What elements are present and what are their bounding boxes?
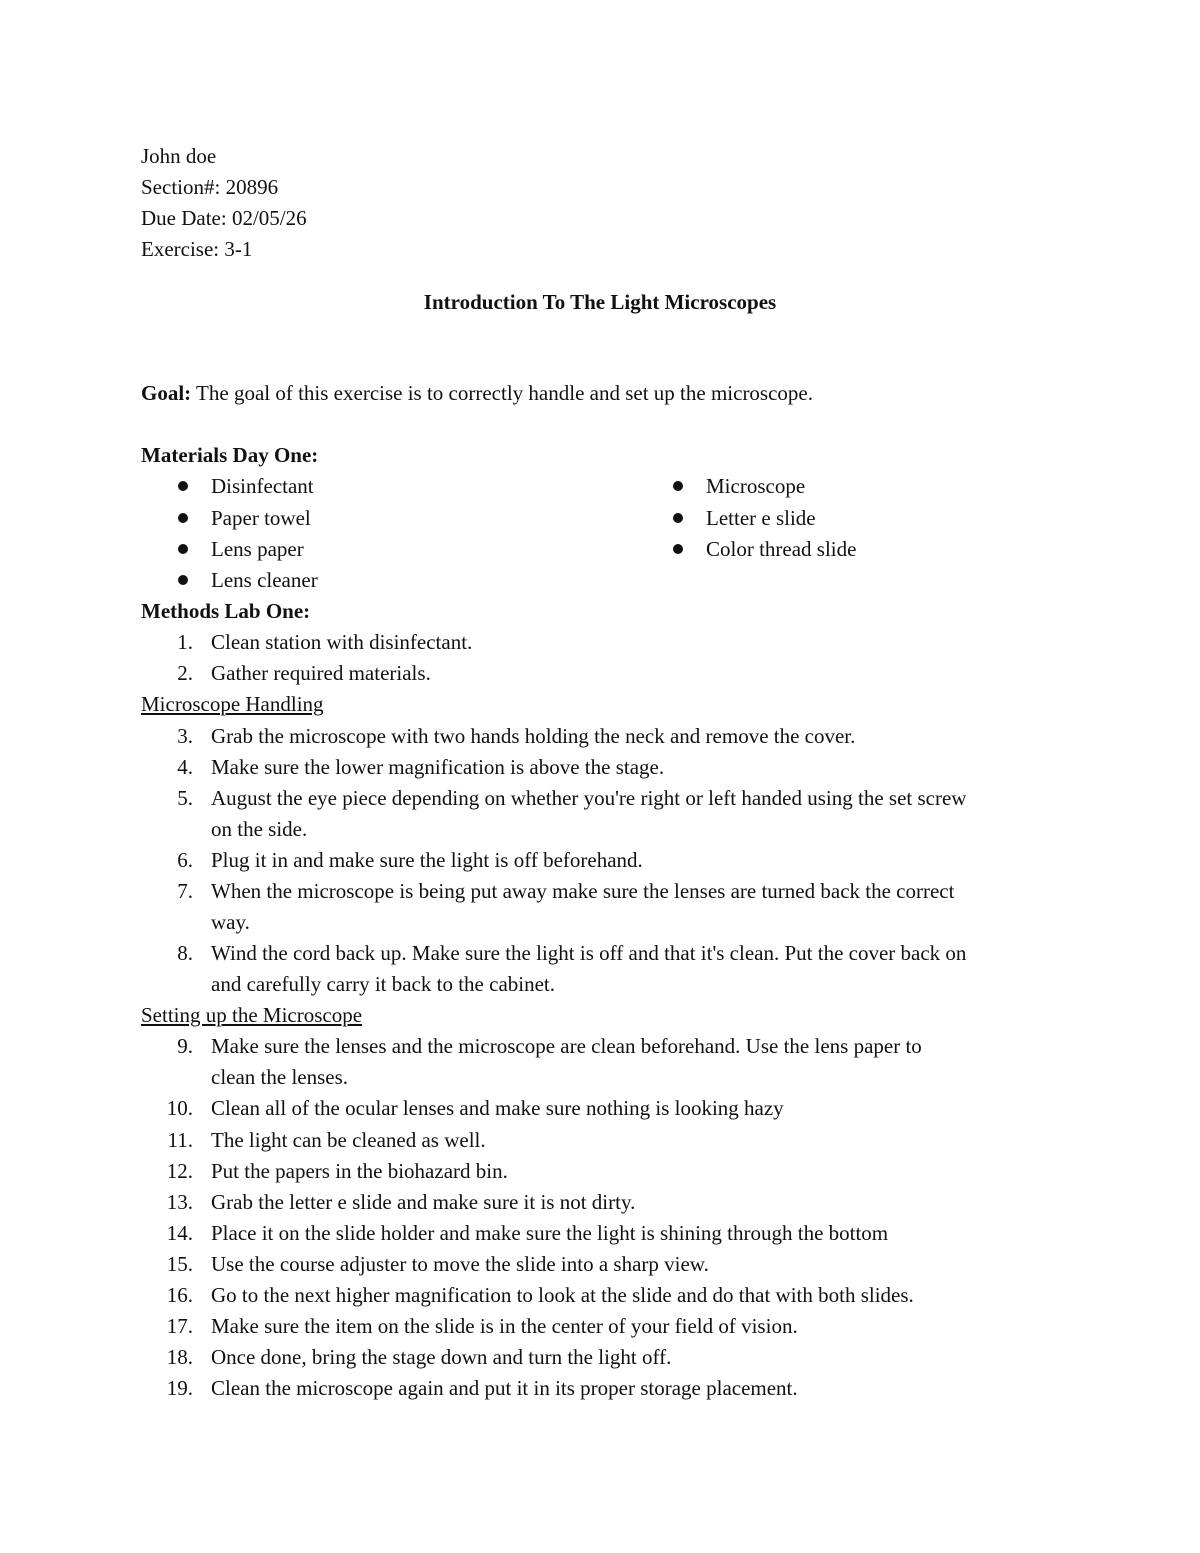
setup-subheading: Setting up the Microscope: [141, 1003, 363, 1027]
step-number: 10.: [166, 1096, 193, 1120]
step-text: Make sure the lenses and the microscope are clean beforehand. Use the lens paper to: [211, 1034, 922, 1058]
step-number: 17.: [166, 1314, 193, 1338]
step-text: Make sure the item on the slide is in the center of your field of vision.: [211, 1314, 798, 1338]
list-item: Microscope: [706, 474, 806, 498]
step-text: Clean all of the ocular lenses and make sure nothing is looking hazy: [211, 1096, 784, 1120]
list-item: Paper towel: [211, 506, 311, 530]
step-text: Grab the letter e slide and make sure it is not dirty.: [211, 1190, 636, 1214]
bullet-icon: [178, 513, 188, 523]
bullet-icon: [673, 544, 683, 554]
bullet-icon: [178, 481, 188, 491]
step-text: Plug it in and make sure the light is off beforehand.: [211, 848, 643, 872]
methods-heading: Methods Lab One:: [141, 599, 311, 623]
step-number: 12.: [166, 1159, 193, 1183]
bullet-icon: [178, 575, 188, 585]
step-text: Go to the next higher magnification to look at the slide and do that with both slides.: [211, 1283, 914, 1307]
section-number: Section#: 20896: [141, 175, 279, 199]
step-number: 4.: [177, 755, 193, 779]
step-text: The light can be cleaned as well.: [211, 1128, 486, 1152]
step-text: Grab the microscope with two hands holding the neck and remove the cover.: [211, 724, 856, 748]
bullet-icon: [673, 513, 683, 523]
list-item: Disinfectant: [211, 474, 314, 498]
list-item: Color thread slide: [706, 537, 857, 561]
step-text-continued: on the side.: [211, 817, 308, 841]
step-text: Gather required materials.: [211, 661, 431, 685]
step-text: Use the course adjuster to move the slide into a sharp view.: [211, 1252, 709, 1276]
step-text: Place it on the slide holder and make sure the light is shining through the bottom: [211, 1221, 889, 1245]
step-text-continued: clean the lenses.: [211, 1065, 349, 1089]
step-number: 11.: [167, 1128, 193, 1152]
step-number: 3.: [177, 724, 193, 748]
step-number: 6.: [177, 848, 193, 872]
step-text: Make sure the lower magnification is above the stage.: [211, 755, 665, 779]
step-text: Once done, bring the stage down and turn the light off.: [211, 1345, 672, 1369]
materials-heading: Materials Day One:: [141, 443, 319, 467]
step-text: When the microscope is being put away make sure the lenses are turned back the correct: [211, 879, 955, 903]
goal-text: The goal of this exercise is to correctly handle and set up the microscope.: [191, 381, 813, 405]
goal-label: Goal:: [141, 381, 192, 405]
step-number: 19.: [166, 1376, 193, 1400]
step-text: Put the papers in the biohazard bin.: [211, 1159, 508, 1183]
list-item: Lens cleaner: [211, 568, 318, 592]
step-number: 1.: [177, 630, 193, 654]
step-number: 13.: [166, 1190, 193, 1214]
handling-subheading: Microscope Handling: [141, 692, 324, 716]
step-number: 8.: [177, 941, 193, 965]
step-text-continued: way.: [211, 910, 250, 934]
step-number: 2.: [177, 661, 193, 685]
due-date: Due Date: 02/05/26: [141, 206, 307, 230]
step-number: 14.: [166, 1221, 193, 1245]
step-text-continued: and carefully carry it back to the cabinet.: [211, 972, 555, 996]
step-number: 7.: [177, 879, 193, 903]
step-text: August the eye piece depending on whether you're right or left handed using the set screw: [211, 786, 967, 810]
student-name: John doe: [141, 144, 217, 168]
step-number: 5.: [177, 786, 193, 810]
document-title: Introduction To The Light Microscopes: [423, 290, 777, 314]
list-item: Letter e slide: [706, 506, 816, 530]
step-number: 18.: [166, 1345, 193, 1369]
step-text: Clean the microscope again and put it in its proper storage placement.: [211, 1376, 798, 1400]
exercise-number: Exercise: 3-1: [141, 237, 253, 261]
step-number: 16.: [166, 1283, 193, 1307]
step-text: Clean station with disinfectant.: [211, 630, 473, 654]
step-number: 9.: [177, 1034, 193, 1058]
goal-paragraph: [141, 381, 813, 405]
step-number: 15.: [166, 1252, 193, 1276]
bullet-icon: [178, 544, 188, 554]
list-item: Lens paper: [211, 537, 304, 561]
bullet-icon: [673, 481, 683, 491]
step-text: Wind the cord back up. Make sure the light is off and that it's clean. Put the cover back on: [211, 941, 967, 965]
